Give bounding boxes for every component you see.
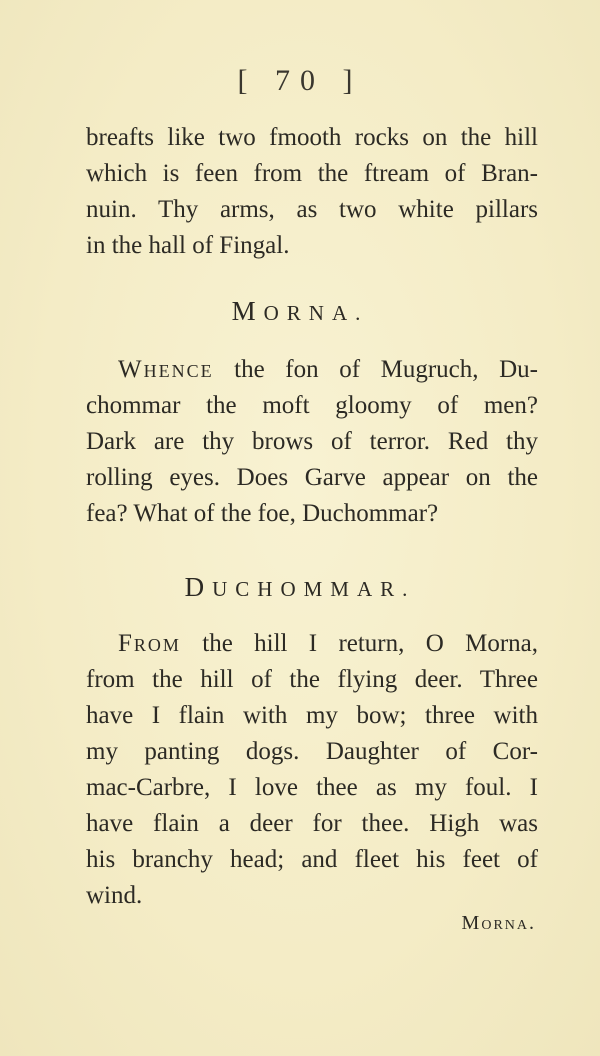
text-line: in the hall of Fingal. bbox=[86, 232, 290, 259]
speaker-heading-morna bbox=[0, 296, 600, 327]
speaker-heading-duchommar bbox=[0, 572, 600, 603]
opening-word: Whence bbox=[118, 356, 214, 383]
text-line: breafts like two fmooth rocks on the hill bbox=[86, 124, 538, 151]
heading-initial: M bbox=[231, 296, 264, 326]
page-number: [ 70 ] bbox=[237, 64, 363, 97]
text-line: Whence the fon of Mugruch, Du- bbox=[118, 356, 538, 383]
text-line: have I flain with my bow; three with bbox=[86, 702, 538, 729]
text-line: nuin. Thy arms, as two white pillars bbox=[86, 196, 538, 223]
text-line: wind. bbox=[86, 882, 143, 909]
text-line: Dark are thy brows of terror. Red thy bbox=[86, 428, 538, 455]
text-line: from the hill of the flying deer. Three bbox=[86, 666, 538, 693]
heading-rest: UCHOMMAR. bbox=[212, 577, 416, 601]
text-line: fea? What of the foe, Duchommar? bbox=[86, 500, 439, 527]
catchword: Morna. bbox=[461, 912, 536, 934]
text-line: his branchy head; and fleet his feet of bbox=[86, 846, 538, 873]
opening-word: From bbox=[118, 630, 181, 657]
heading-rest: ORNA. bbox=[263, 301, 369, 325]
text-line: rolling eyes. Does Garve appear on the bbox=[86, 464, 538, 491]
text-line: have flain a deer for thee. High was bbox=[86, 810, 538, 837]
text-line: mac-Carbre, I love thee as my foul. I bbox=[86, 774, 538, 801]
text-line: which is feen from the ftream of Bran- bbox=[86, 160, 538, 187]
text-line: my panting dogs. Daughter of Cor- bbox=[86, 738, 538, 765]
heading-initial: D bbox=[184, 572, 213, 602]
text-line: From the hill I return, O Morna, bbox=[118, 630, 538, 657]
text-line: chommar the moft gloomy of men? bbox=[86, 392, 538, 419]
